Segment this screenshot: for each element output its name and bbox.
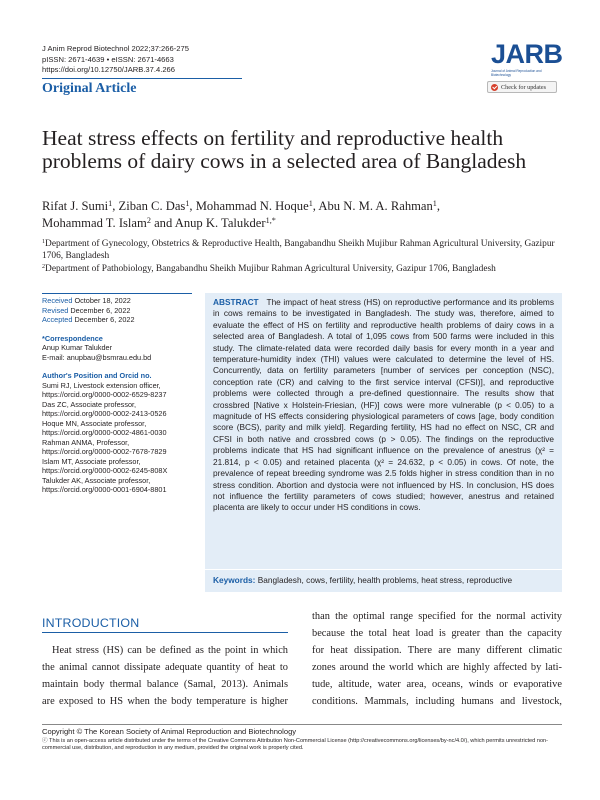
accepted-date bbox=[42, 315, 192, 325]
journal-citation: J Anim Reprod Biotechnol 2022;37:266-275 bbox=[42, 44, 189, 53]
author-affiliation-mark: 2 bbox=[146, 216, 151, 226]
affiliation-text: Department of Gynecology, Obstetrics & Reproductive Health, Bangabandhu Sheikh Mujibur Rahman Agricultural University, Gazipur 1706, Bangladesh bbox=[42, 239, 555, 261]
affiliation-list bbox=[42, 238, 562, 276]
abstract-label: ABSTRACT bbox=[213, 297, 259, 307]
affiliation-item bbox=[42, 238, 562, 262]
received-value: October 18, 2022 bbox=[74, 296, 131, 305]
author-name: Mohammad T. Islam bbox=[42, 216, 147, 230]
affiliation-item bbox=[42, 263, 562, 275]
article-title: Heat stress effects on fertility and reproductive health problems of dairy cows in a selected area of Bangladesh bbox=[42, 126, 527, 173]
author-affiliation-number: 1, bbox=[265, 216, 272, 226]
body-text-line: zones around the world which are highly affected by lati- bbox=[312, 662, 562, 673]
journal-logo bbox=[491, 40, 561, 80]
correspondence-name: Anup Kumar Talukder bbox=[42, 343, 113, 352]
orcid-link[interactable]: https://orcid.org/0000-0002-2413-0526 bbox=[42, 409, 167, 418]
revised-label: Revised bbox=[42, 305, 69, 315]
orcid-line: Das ZC, Associate professor, bbox=[42, 399, 137, 409]
side-info-divider bbox=[42, 293, 192, 294]
header-divider bbox=[42, 78, 242, 79]
author-affiliation-mark: 1 bbox=[185, 199, 190, 209]
footer-license: ⓒ This is an open-access article distributed under the terms of the Creative Commons Attribution Non-Commercial License (http://creativecommons.org/licenses/by-nc/4.0/), which permits unrestricted non-commercial use, distribution, and reproduction in any medium, provided the original work is properly cited. bbox=[42, 738, 549, 751]
introduction-column-right bbox=[312, 608, 562, 710]
introduction-column-left bbox=[42, 642, 288, 710]
abstract-text: The impact of heat stress (HS) on reproductive performance and its problems in cows remains to be investigated in Bangladesh. The study was, therefore, aimed to evaluate the effect of HS on fertility and reproductive health problems of dairy cows in a selected area of Bangladesh. A total of 1,095 cows from 500 farms were included in this study. The climate-related data were recorded daily basis for every month in a year and temperature-humidity index (THI) values were calculated to determine the level of HS. Concurrently, data on fertility parameters [number of services per conception (NSC), conception rate (CR) and calving to the first service interval (CFSI)], and reproductive problems were collected through a pre-defined questionnaire. The results show that crossbred [Native x Holstein-Friesian, (HF)] cows were more vulnerable (p < 0.05) to a magnitude of HS effects considering physiological parameters of cows [age, body condition score (BCS), parity and milk yield]. Regarding fertility, HS had no effect on NSC, CR and CFSI in both native and crossbred cows (p > 0.05). The findings on the reproductive problems indicate that HS had significant influence on the prevalence of anestrus (χ² = 21.814, p < 0.05) and retained placenta (χ² = 24.632, p < 0.05) in cows. Of note, the prevalence of repeat breeding syndrome was 2.5 folds higher in stress condition than in no stress condition. Abortion and dystocia were not influenced by HS. In conclusion, HS does not influence the fertility parameters of cows studied; however, anestrus and retained placenta are likely to occur under HS conditions in cows. bbox=[213, 297, 554, 513]
correspondence-email[interactable]: E-mail: anupbau@bsmrau.edu.bd bbox=[42, 352, 152, 362]
author-separator: and bbox=[150, 216, 175, 230]
article-doi-link[interactable]: https://doi.org/10.12750/JARB.37.4.266 bbox=[42, 65, 175, 75]
accepted-label: Accepted bbox=[42, 315, 73, 324]
orcid-link[interactable]: https://orcid.org/0000-0002-6529-8237 bbox=[42, 390, 167, 399]
keywords-box bbox=[205, 570, 562, 592]
author-name: Anup K. Talukder bbox=[174, 216, 266, 230]
keywords-text: Bangladesh, cows, fertility, health problems, heat stress, reproductive bbox=[257, 575, 513, 585]
author-list bbox=[42, 198, 562, 232]
introduction-divider bbox=[42, 632, 288, 633]
author-separator: , bbox=[312, 199, 319, 213]
body-text-line: because the total heat load is greater than the capacity bbox=[312, 628, 562, 639]
article-side-info bbox=[42, 293, 192, 495]
author-name: Abu N. M. A. Rahman bbox=[318, 199, 433, 213]
author-affiliation-mark: 1,* bbox=[265, 216, 276, 226]
affiliation-number: 1 bbox=[42, 239, 46, 246]
introduction-heading: INTRODUCTION bbox=[42, 616, 140, 630]
abstract-box bbox=[205, 293, 562, 569]
journal-header-meta bbox=[42, 44, 282, 76]
revised-date bbox=[42, 306, 192, 316]
received-date bbox=[42, 296, 192, 306]
author-affiliation-mark: 1 bbox=[432, 199, 437, 209]
author-name: Mohammad N. Hoque bbox=[195, 199, 309, 213]
author-separator: , bbox=[436, 199, 441, 213]
orcid-line: Hoque MN, Associate professor, bbox=[42, 418, 147, 428]
revised-value: December 6, 2022 bbox=[70, 305, 131, 315]
author-name: Rifat J. Sumi bbox=[42, 199, 109, 213]
author-affiliation-mark: 1 bbox=[308, 199, 313, 209]
body-text-line: are exposed to HS when the body temperature is higher bbox=[42, 696, 288, 707]
check-updates-icon bbox=[491, 84, 498, 91]
orcid-link[interactable]: https://orcid.org/0000-0001-6904-8801 bbox=[42, 485, 167, 494]
journal-issn: pISSN: 2671-4639 • eISSN: 2671-4663 bbox=[42, 54, 174, 64]
body-text-line: for heat dissipation. There are many different climatic bbox=[312, 645, 562, 656]
correspondence-heading: *Correspondence bbox=[42, 333, 103, 343]
accepted-value: December 6, 2022 bbox=[74, 315, 135, 324]
check-for-updates-button[interactable] bbox=[487, 81, 557, 93]
body-text-line: the animal cannot dissipate adequate quantity of heat to bbox=[42, 662, 288, 673]
check-for-updates-label: Check for updates bbox=[501, 83, 547, 91]
article-type-label: Original Article bbox=[42, 81, 137, 96]
journal-logo-text: JARB bbox=[491, 39, 563, 69]
orcid-link[interactable]: https://orcid.org/0000-0002-6245-808X bbox=[42, 466, 168, 475]
affiliation-number: 2 bbox=[42, 264, 46, 271]
body-text-line: conditions. Mammals, including humans and livestock, bbox=[312, 696, 562, 707]
orcid-link[interactable]: https://orcid.org/0000-0002-7678-7829 bbox=[42, 447, 167, 456]
footer-divider bbox=[42, 724, 562, 725]
footer-copyright: Copyright © The Korean Society of Animal Reproduction and Biotechnology bbox=[42, 727, 297, 736]
keywords-label: Keywords: bbox=[213, 575, 256, 585]
orcid-link[interactable]: https://orcid.org/0000-0002-4861-0030 bbox=[42, 428, 167, 437]
author-separator: , bbox=[189, 199, 196, 213]
orcid-heading: Author's Position and Orcid no. bbox=[42, 371, 152, 380]
orcid-line: Talukder AK, Associate professor, bbox=[42, 475, 151, 485]
journal-logo-subtitle: Journal of Animal Reproduction and Biotechnology bbox=[491, 69, 542, 77]
author-separator: , bbox=[112, 199, 119, 213]
author-name: Ziban C. Das bbox=[118, 199, 186, 213]
body-text-line: maintain body thermal balance (Samal, 2013). Animals bbox=[42, 679, 288, 690]
affiliation-text: Department of Pathobiology, Bangabandhu Sheikh Mujibur Rahman Agricultural University, Gazipur 1706, Bangladesh bbox=[45, 264, 496, 274]
body-text-line: tude, altitude, water area, oceans, winds or evaporative bbox=[312, 679, 562, 690]
body-text-line: than the optimal range specified for the normal activity bbox=[312, 611, 562, 622]
orcid-line: Rahman ANMA, Professor, bbox=[42, 437, 130, 447]
body-text-line: Heat stress (HS) can be defined as the point in which bbox=[52, 645, 288, 656]
orcid-line: Sumi RJ, Livestock extension officer, bbox=[42, 380, 161, 390]
author-affiliation-mark: 1 bbox=[108, 199, 113, 209]
received-label: Received bbox=[42, 296, 73, 305]
orcid-line: Islam MT, Associate professor, bbox=[42, 456, 141, 466]
